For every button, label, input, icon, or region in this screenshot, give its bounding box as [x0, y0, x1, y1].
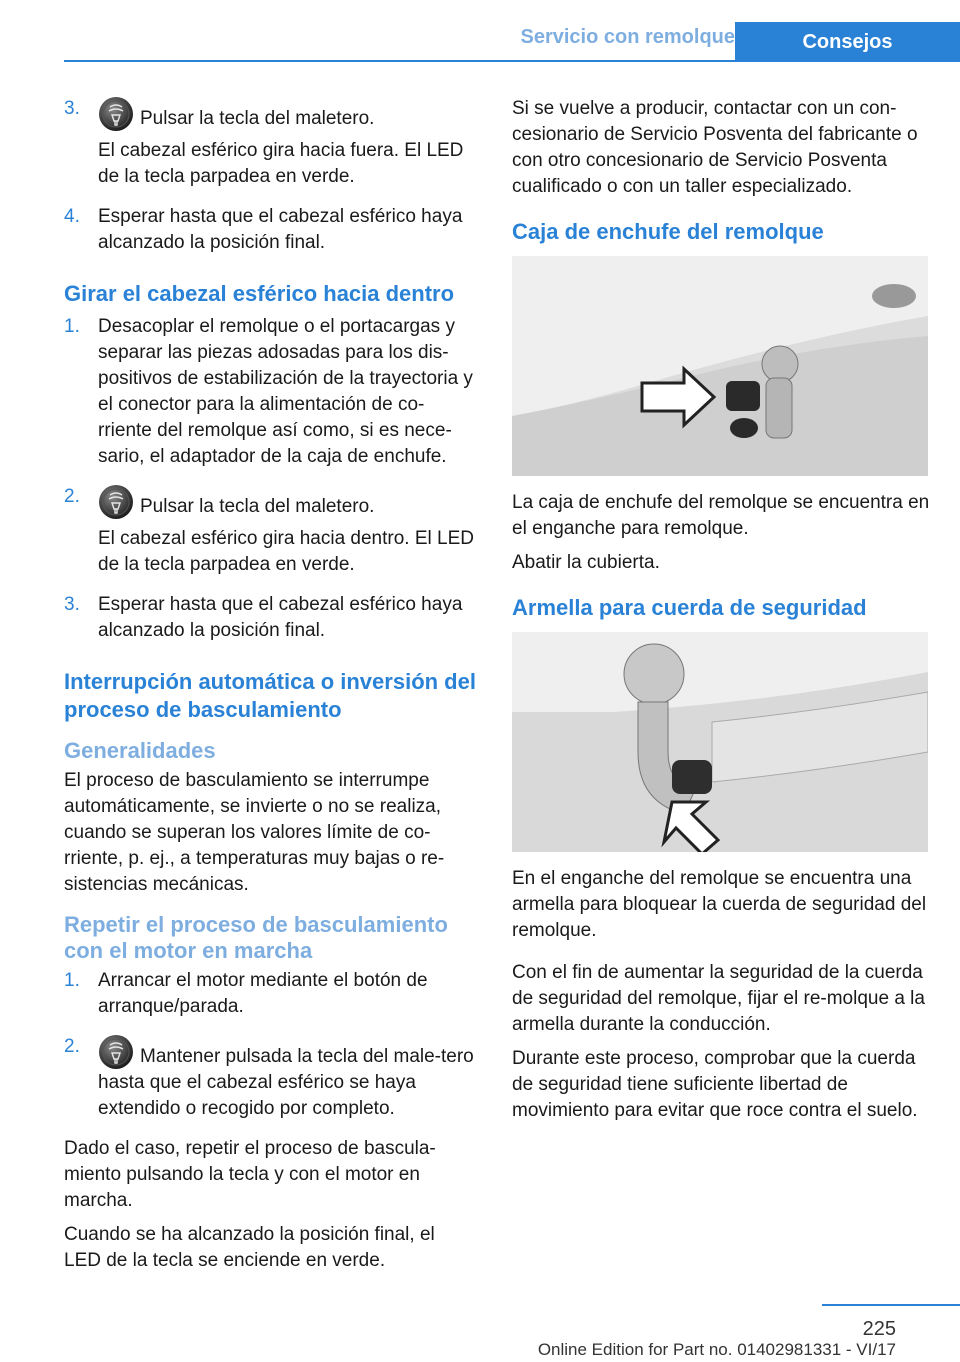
step-number: 2. [64, 486, 80, 507]
step-text: Pulsar la tecla del maletero. [140, 108, 375, 129]
right-column [512, 96, 930, 1132]
step-number: 3. [64, 98, 80, 119]
subsection-heading: Repetir el proceso de basculamiento con el motor en marcha [64, 912, 448, 963]
step-text: Esperar hasta que el cabezal esférico haya alcanzado la posición final. [98, 206, 463, 253]
trunk-key-icon [98, 484, 134, 520]
trunk-key-icon [98, 96, 134, 132]
paragraph: El proceso de basculamiento se interrumpe automáticamente, se invierte o no se realiza, cuando se superan los valores límite de co‐rriente, p. ej., a temperaturas muy bajas o re‐sistencias mecánicas. [64, 770, 445, 895]
paragraph: Cuando se ha alcanzado la posición final, el LED de la tecla se enciende en verde. [64, 1224, 435, 1271]
step-text: Pulsar la tecla del maletero. [140, 496, 375, 517]
paragraph: Durante este proceso, comprobar que la cuerda de seguridad tiene suficiente libertad de movimiento para evitar que roce contra el suelo. [512, 1048, 918, 1121]
paragraph: Abatir la cubierta. [512, 552, 660, 573]
step-text: Desacoplar el remolque o el portacargas y separar las piezas adosadas para los dis‐positivos de estabilización de la trayectoria y el conector para la alimentación de co‐rriente del remolque así como, si es nece‐sario, el adaptador de la caja de enchufe. [98, 316, 473, 467]
paragraph: La caja de enchufe del remolque se encuentra en el enganche para remolque. [512, 492, 930, 539]
subsection-heading: Generalidades [64, 738, 216, 763]
step-number: 1. [64, 970, 80, 991]
page-number: 225 [862, 1318, 896, 1340]
section-heading: Armella para cuerda de seguridad [512, 595, 867, 620]
header-rule [64, 60, 960, 62]
list-item [64, 592, 476, 650]
list-item [64, 968, 476, 1026]
step-text: Esperar hasta que el cabezal esférico haya alcanzado la posición final. [98, 594, 463, 641]
step-subtext: El cabezal esférico gira hacia fuera. El LED de la tecla parpadea en verde. [98, 140, 464, 187]
step-number: 4. [64, 206, 80, 227]
header-chapter-tab: Consejos [735, 22, 960, 62]
list-item [64, 484, 476, 584]
step-text: Mantener pulsada la tecla del male‐tero hasta que el cabezal esférico se haya extendido o recogido por completo. [98, 1046, 474, 1119]
paragraph: Dado el caso, repetir el proceso de bascula‐miento pulsando la tecla y con el motor en marcha. [64, 1138, 436, 1211]
section-heading: Caja de enchufe del remolque [512, 219, 824, 244]
section-heading: Interrupción automática o inversión del proceso de basculamiento [64, 669, 476, 722]
safety-eyelet-figure [512, 632, 928, 852]
paragraph: Si se vuelve a producir, contactar con un con‐cesionario de Servicio Posventa del fabricante o con otro concesionario de Servicio Posventa cualificado o con un taller especializado. [512, 98, 918, 197]
list-item [64, 96, 476, 196]
paragraph: En el enganche del remolque se encuentra una armella para bloquear la cuerda de seguridad del remolque. [512, 868, 927, 941]
step-text: Arrancar el motor mediante el botón de arranque/parada. [98, 970, 428, 1017]
trailer-socket-figure [512, 256, 928, 476]
step-subtext: El cabezal esférico gira hacia dentro. El LED de la tecla parpadea en verde. [98, 528, 474, 575]
section-heading: Girar el cabezal esférico hacia dentro [64, 281, 455, 306]
header-section-title: Servicio con remolque [520, 26, 735, 48]
list-item [64, 314, 476, 476]
trailer-socket-illustration [512, 256, 928, 476]
step-number: 2. [64, 1036, 80, 1057]
footer-rule [822, 1304, 960, 1306]
paragraph: Con el fin de aumentar la seguridad de la cuerda de seguridad del remolque, fijar el re‐molque a la armella durante la conducción. [512, 962, 925, 1035]
step-number: 1. [64, 316, 80, 337]
trunk-key-icon [98, 1034, 134, 1070]
footer-edition: Online Edition for Part no. 01402981331 - VI/17 [537, 1340, 896, 1359]
list-item [64, 1034, 476, 1128]
left-column [64, 96, 476, 1282]
list-item [64, 204, 476, 262]
safety-eyelet-illustration [512, 632, 928, 852]
step-number: 3. [64, 594, 80, 615]
